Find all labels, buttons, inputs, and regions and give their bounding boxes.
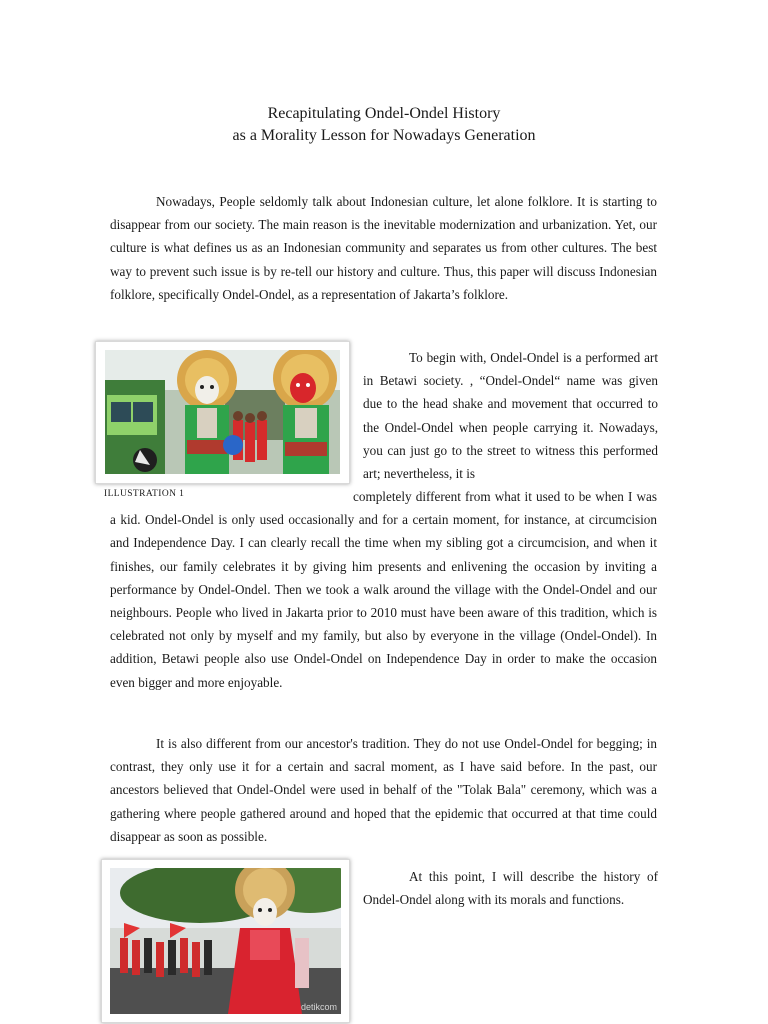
- figure-2-frame: [101, 859, 350, 1023]
- photo-watermark: detikcom: [300, 1002, 337, 1012]
- paragraph-ancestor-tradition: It is also different from our ancestor's tradition. They do not use Ondel-Ondel for begging; in contrast, they only use it for a certain and sacral moment, as I have said before. In the past, our ancestors believed that Ondel-Ondel were used in behalf of the "Tolak Bala" ceremony, which was a gathering where people gathered around and hoped that the epidemic that occurred at that time could disappear as soon as possible.: [110, 736, 657, 844]
- ondel-ondel-photo-1: [105, 350, 340, 474]
- ondel-ondel-illustration-2: [110, 868, 341, 1014]
- figure-1-frame: [95, 341, 350, 484]
- document-title-line-1: Recapitulating Ondel-Ondel History: [267, 105, 501, 122]
- paragraph-history-intro: At this point, I will describe the history of Ondel-Ondel along with its morals and functions.: [363, 869, 658, 908]
- ondel-ondel-illustration-1: [105, 350, 340, 474]
- figure-1-caption: ILLUSTRATION 1: [104, 489, 185, 499]
- ondel-ondel-photo-2: [110, 868, 341, 1014]
- document-title-line-2: as a Morality Lesson for Nowadays Generation: [232, 127, 536, 144]
- paragraph-begin-with-continued: completely different from what it used to be when I was a kid. Ondel-Ondel is only used occasionally and for a certain moment, for instance, at circumcision and Independence Day. I can clearly recall the time when my sibling got a circumcision, and when it finishes, our family celebrates it by giving him presents and enlivening the occasion by inviting a performance by Ondel-Ondel. Then we took a walk around the village with the Ondel-Ondel and our neighbours. People who lived in Jakarta prior to 2010 must have been aware of this tradition, which is celebrated not only by myself and my family, but also by everyone in the village (Ondel-Ondel). In addition, Betawi people also use Ondel-Ondel on Independence Day in order to make the occasion even bigger and more enjoyable.: [110, 489, 657, 690]
- paragraph-begin-with: To begin with, Ondel-Ondel is a performed art in Betawi society. , “Ondel-Ondel“ name was given due to the head shake and movement that occurred to the Ondel-Ondel when people carrying it. Nowadays, you can just go to the street to witness this performed art; nevertheless, it is: [363, 350, 658, 482]
- paragraph-intro: Nowadays, People seldomly talk about Indonesian culture, let alone folklore. It is starting to disappear from our society. The main reason is the inevitable modernization and urbanization. Yet, our culture is what defines us as an Indonesian community and separates us from other cultures. The best way to prevent such issue is by re-tell our history and culture. Thus, this paper will discuss Indonesian folklore, specifically Ondel-Ondel, as a representation of Jakarta’s folklore.: [110, 194, 657, 302]
